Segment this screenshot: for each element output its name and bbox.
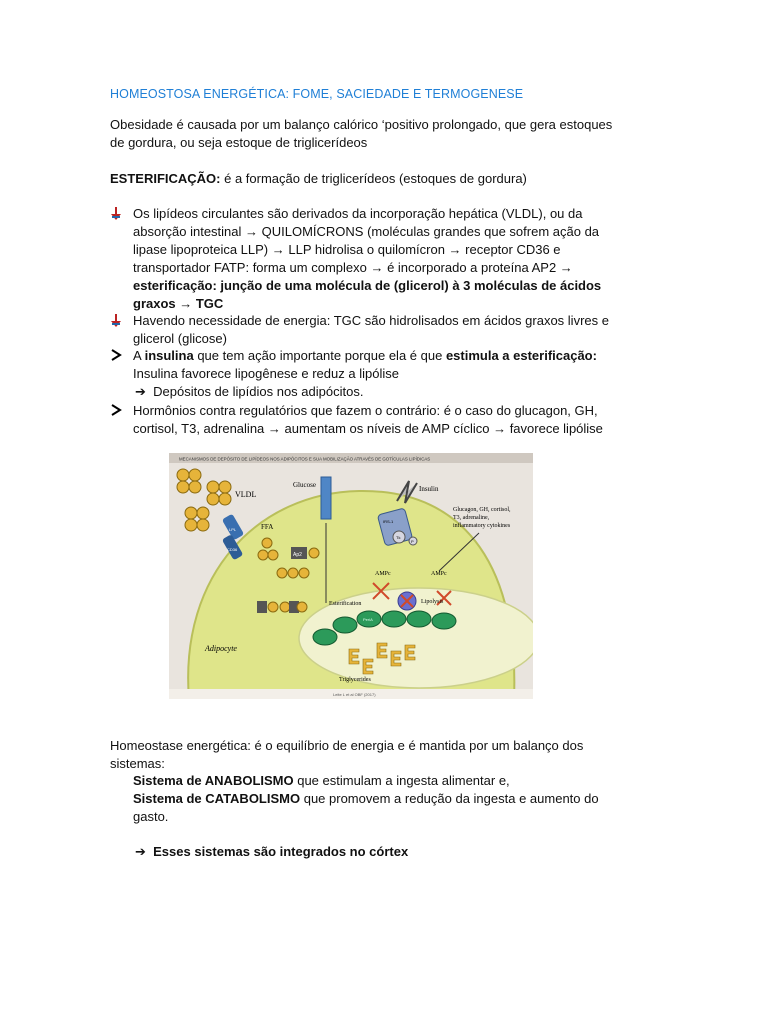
insulin-label: Insulin xyxy=(419,485,439,493)
homeostase-line: Homeostase energética: é o equilíbrio de energia e é mantida por um balanço dos xyxy=(110,738,584,753)
bullet3-text: que tem ação importante porque ela é que xyxy=(193,348,446,363)
bullet3-line: Insulina favorece lipogênese e reduz a lipólise xyxy=(133,366,399,381)
glucose-transporter xyxy=(321,477,331,519)
arrow-right-icon: ➔ xyxy=(135,844,146,859)
bullet1-line xyxy=(133,295,648,313)
hormones-label-2: T3, adrenaline, xyxy=(453,515,490,521)
arrow-right-icon: ➔ xyxy=(135,384,146,399)
homeostase-paragraph xyxy=(110,737,670,773)
chevron-bullet-icon xyxy=(110,348,124,364)
bullet3-text: A xyxy=(133,348,145,363)
sub-bullet-depositos xyxy=(135,383,363,401)
page-title: HOMEOSTOSA ENERGÉTICA: FOME, SACIEDADE E TERMOGENESE xyxy=(110,87,524,101)
conclusion-text: Esses sistemas são integrados no córtex xyxy=(153,844,409,859)
ampc-right-label: AMPc xyxy=(431,571,447,577)
bullet2-line: Havendo necessidade de energia: TGC são hidrolisados em ácidos graxos livres e xyxy=(133,313,609,328)
vldl-label: VLDL xyxy=(235,490,257,499)
bullet3-line xyxy=(133,347,648,365)
figure-header: MECANISMOS DE DEPÓSITO DE LIPÍDEOS NOS ADIPÓCITOS E SUA MOBILIZAÇÃO ATRAVÉS DE GOTÍCULAS LIPÍDICAS xyxy=(179,456,431,462)
sub-bullet-text: Depósitos de lipídios nos adipócitos. xyxy=(153,384,364,399)
glucose-label: Glucose xyxy=(293,481,316,489)
perilipin-label: PeriA xyxy=(363,617,373,622)
anabolismo-text: que estimulam a ingesta alimentar e, xyxy=(293,773,510,788)
catabolismo-term: Sistema de CATABOLISMO xyxy=(133,791,301,806)
bullet-lipids-origin xyxy=(133,205,648,313)
cd36-label: CD36 xyxy=(227,547,238,552)
bullet-energy-need xyxy=(133,312,648,348)
hormones-label-3: inflammatory cytokines xyxy=(453,523,511,529)
ampc-left-label: AMPc xyxy=(375,571,391,577)
bullet1-line: lipase lipoproteica LLP) → LLP hidrolisa o quilomícron → receptor CD36 e xyxy=(133,242,561,257)
bullet1-line xyxy=(133,277,648,295)
bullet1-bold: esterificação: junção de uma molécula de (glicerol) à 3 moléculas de ácidos xyxy=(133,278,602,293)
arrow-bullet-icon xyxy=(110,207,124,223)
bullet4-line: Hormônios contra regulatórios que fazem o contrário: é o caso do glucagon, GH, xyxy=(133,403,598,418)
intro-line-1: Obesidade é causada por um balanço calórico ‘positivo prolongado, que gera estoques xyxy=(110,117,613,132)
ap2-label: Ap2 xyxy=(293,552,302,558)
ffa-label: FFA xyxy=(261,523,274,531)
bullet3-bold: insulina xyxy=(144,348,194,363)
catabolismo-line xyxy=(133,790,653,808)
anabolismo-term: Sistema de ANABOLISMO xyxy=(133,773,294,788)
anabolismo-line xyxy=(133,772,653,790)
esterificacao-definition xyxy=(110,170,650,188)
chevron-bullet-icon xyxy=(110,403,124,419)
bullet1-bold: graxos → TGC xyxy=(133,296,224,311)
adipocyte-figure xyxy=(169,453,533,699)
triglycerides-label: Triglycerides xyxy=(339,677,371,683)
bullet4-line: cortisol, T3, adrenalina → aumentam os níveis de AMP cíclico → favorece lipólise xyxy=(133,421,603,436)
tk-label: Tk xyxy=(396,535,401,540)
p-label: P xyxy=(411,539,414,544)
hormones-label-1: Glucagon, GH, cortisol, xyxy=(453,507,511,513)
catabolismo-line-2: gasto. xyxy=(133,809,169,824)
esterification-label: Esterification xyxy=(329,601,362,607)
bullet3-bold: estimula a esterificação: xyxy=(445,348,597,363)
bullet-contra-regulatorios xyxy=(133,402,648,438)
intro-paragraph xyxy=(110,116,650,152)
intro-line-2: de gordura, ou seja estoque de triglicerídeos xyxy=(110,135,368,150)
esterificacao-text: é a formação de triglicerídeos (estoques de gordura) xyxy=(220,171,527,186)
homeostase-line: sistemas: xyxy=(110,756,165,771)
catabolismo-text: que promovem a redução da ingesta e aumento do xyxy=(300,791,599,806)
irs-label: IRS-1 xyxy=(383,519,394,524)
bullet2-line: glicerol (glicose) xyxy=(133,331,227,346)
bullet1-line: transportador FATP: forma um complexo → é incorporado a proteína AP2 → xyxy=(133,260,573,275)
figure-credit: Leite L et al OBF (2017) xyxy=(333,692,376,697)
sistemas-list xyxy=(133,772,653,826)
lipolysis-label: Lipolysis xyxy=(421,599,444,605)
arrow-bullet-icon xyxy=(110,314,124,330)
bullet-insulina xyxy=(133,347,648,383)
bullet1-line: absorção intestinal → QUILOMÍCRONS (moléculas grandes que sofrem ação da xyxy=(133,224,600,239)
adipocyte-label: Adipocyte xyxy=(205,644,237,653)
conclusion-line xyxy=(135,843,408,861)
esterificacao-term: ESTERIFICAÇÃO: xyxy=(110,171,221,186)
lpl-label: LPL xyxy=(229,527,237,532)
bullet1-line: Os lipídeos circulantes são derivados da incorporação hepática (VLDL), ou da xyxy=(133,206,583,221)
